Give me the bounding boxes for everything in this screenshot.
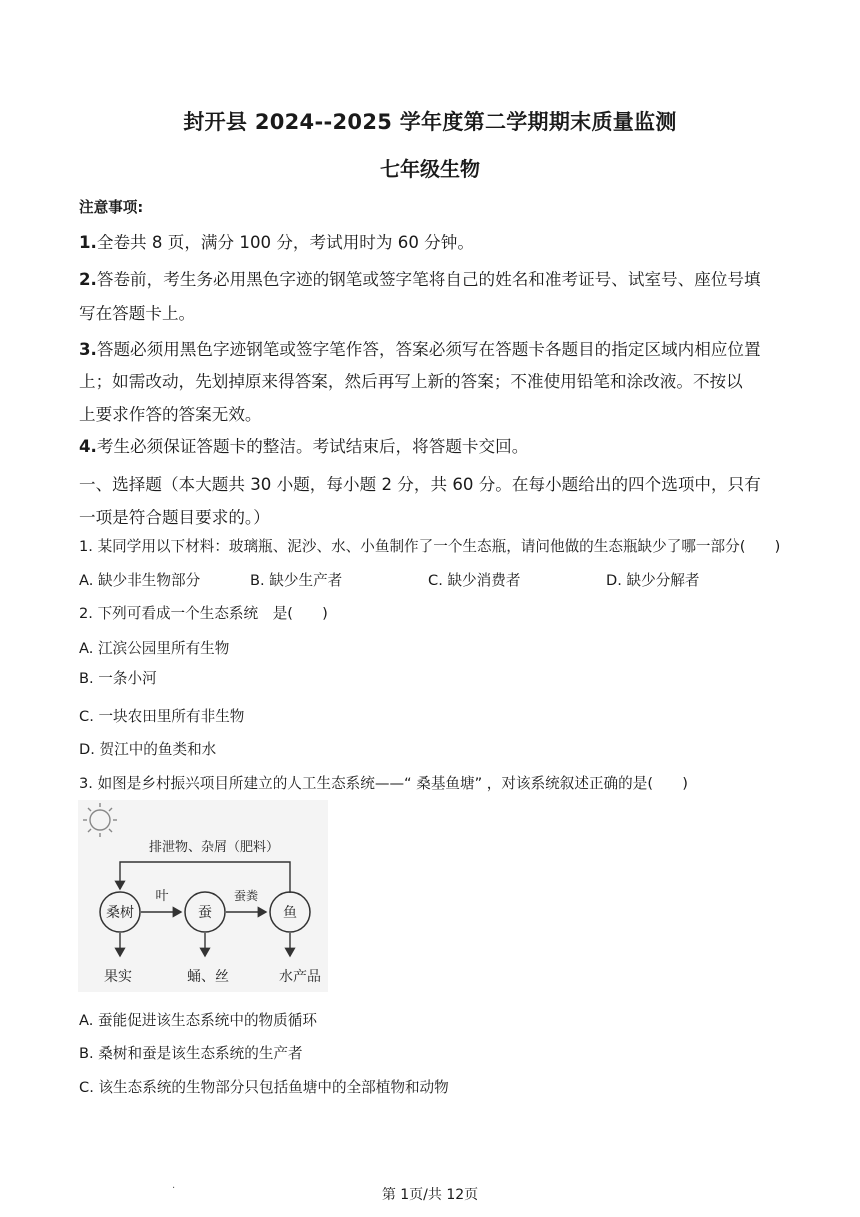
notice-item-3 [79,336,761,360]
notice-number: 2. [79,270,97,289]
notice-item-1 [79,229,474,253]
notice-item-2-cont: 写在答题卡上。 [79,304,196,323]
footer-dot: . [172,1180,176,1191]
question-1-stem: 1. 某同学用以下材料：玻璃瓶、泥沙、水、小鱼制作了一个生态瓶，请问他做的生态瓶缺少了哪一部分( ) [79,538,781,555]
fruit-label: 果实 [104,969,132,985]
notice-number: 3. [79,340,97,359]
notice-item-2 [79,266,761,290]
page-footer: 第 1页/共 12页 [381,1187,479,1203]
q3-option-a: A. 蚕能促进该生态系统中的物质循环 [79,1012,317,1029]
notice-text: 全卷共 8 页，满分 100 分，考试用时为 60 分钟。 [96,233,474,252]
q1-option-c: C. 缺少消费者 [428,572,521,589]
q3-option-c: C. 该生态系统的生物部分只包括鱼塘中的全部植物和动物 [79,1079,449,1096]
notice-text: 考生必须保证答题卡的整洁。考试结束后，将答题卡交回。 [96,437,529,456]
leaf-arrow-label: 叶 [155,889,169,904]
q2-option-b: B. 一条小河 [79,670,157,687]
notice-item-4 [79,433,528,457]
mulberry-fishpond-diagram [78,800,328,992]
q3-option-b: B. 桑树和蚕是该生态系统的生产者 [79,1045,303,1062]
notice-number: 1. [79,233,97,252]
droppings-arrow-label: 蚕粪 [233,889,259,903]
pupa-silk-label: 蛹、丝 [187,969,229,985]
exam-title: 封开县 2024--2025 学年度第二学期期末质量监测 [183,110,677,134]
notice-text: 答卷前，考生务必用黑色字迹的钢笔或签字笔将自己的姓名和准考证号、试室号、座位号填 [96,270,761,289]
notice-item-3-cont: 上；如需改动，先划掉原来得答案，然后再写上新的答案；不准使用铅笔和涂改液。不按以 [79,372,743,391]
section-heading: 一、选择题（本大题共 30 小题，每小题 2 分，共 60 分。在每小题给出的四个选项中，只有 [79,475,761,494]
aquatic-products-label: 水产品 [279,969,321,985]
q1-option-b: B. 缺少生产者 [250,572,343,589]
q1-option-d: D. 缺少分解者 [606,572,700,589]
fish-label: 鱼 [283,905,297,921]
section-heading-cont: 一项是符合题目要求的。） [79,508,270,527]
question-2-stem: 2. 下列可看成一个生态系统 是( ) [79,605,328,622]
fertilizer-label: 排泄物、杂屑（肥料） [148,840,280,855]
exam-subtitle: 七年级生物 [380,157,480,181]
q2-option-d: D. 贺江中的鱼类和水 [79,741,217,758]
silkworm-label: 蚕 [198,905,212,921]
notice-text: 答题必须用黑色字迹钢笔或签字笔作答，答案必须写在答题卡各题目的指定区域内相应位置 [96,340,761,359]
q1-option-a: A. 缺少非生物部分 [79,572,201,589]
question-3-stem: 3. 如图是乡村振兴项目所建立的人工生态系统——“ 桑基鱼塘” ，对该系统叙述正确的是( ) [79,775,688,792]
notice-number: 4. [79,437,97,456]
notice-heading: 注意事项: [79,199,144,216]
q2-option-c: C. 一块农田里所有非生物 [79,708,245,725]
q2-option-a: A. 江滨公园里所有生物 [79,640,230,657]
notice-item-3-cont2: 上要求作答的答案无效。 [79,405,262,424]
mulberry-label: 桑树 [106,905,134,921]
